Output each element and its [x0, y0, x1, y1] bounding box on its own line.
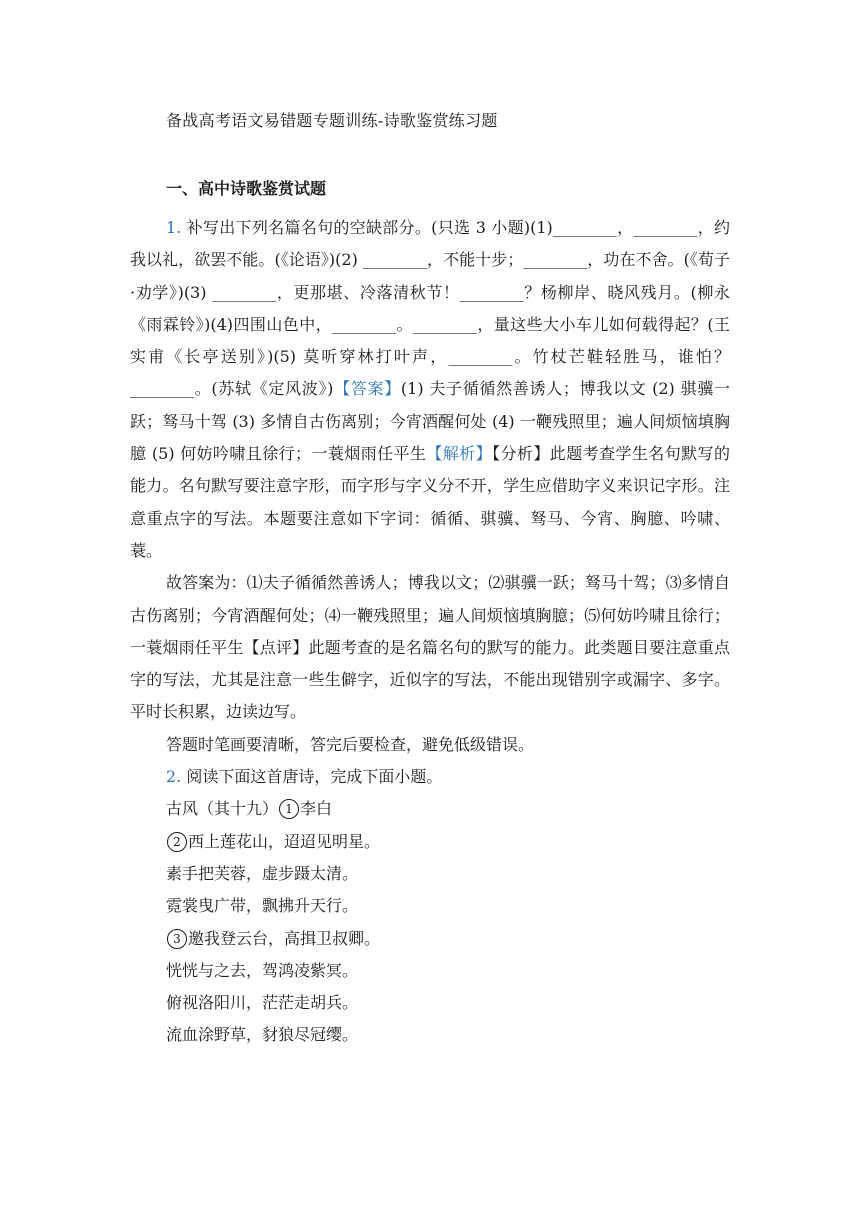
poem-line-7: 流血涂野草，豺狼尽冠缨。	[166, 1025, 359, 1045]
question-2-number: 2.	[166, 767, 182, 787]
question-1-number: 1.	[166, 218, 182, 237]
poem-line-5: 恍恍与之去，驾鸿凌紫冥。	[166, 960, 359, 980]
poem-line-6: 俯视洛阳川，茫茫走胡兵。	[166, 993, 359, 1013]
document-body	[130, 212, 730, 1052]
question-1-answer: (1) 夫子循循然善诱人；博我以文 (2) 骐骥一跃；驽马十驾 (3) 多情自古伤离别；今宵酒醒何处 (4) 一鞭残照里；遍人间烦恼填胸臆 (5) 何妨吟啸且徐行；一蓑烟雨任平生	[130, 379, 730, 464]
poem-title: 古风（其十九）	[166, 799, 279, 819]
question-1-paragraph	[130, 212, 730, 567]
poem-author: 李白	[300, 799, 333, 819]
poem-line-3: 霓裳曳广带，飘拂升天行。	[166, 896, 359, 916]
answer-tag: 【答案】	[333, 379, 401, 399]
poem-line-4-text: 邀我登云台，高揖卫叔卿。	[188, 928, 381, 948]
question-1-prompt: 补写出下列名篇名句的空缺部分。(只选 3 小题)(1)________，________，约我以礼，欲罢不能。(《论语》)(2) ________，不能十步；________，功在不舍。(《荀子·劝学》)(3) ________，更那堪、冷落清秋节！________？杨柳岸、晓风残月。(柳永《雨霖铃》)(4)四围山色中，________。________，量这些大小车儿如何载得起？(王实甫《长亭送别》)(5) 莫听穿林打叶声，________。竹杖芒鞋轻胜马，谁怕？________。(苏轼《定风波》)	[130, 218, 730, 399]
analysis-tag: 【解析】	[426, 444, 493, 464]
question-2-intro: 阅读下面这首唐诗，完成下面小题。	[181, 767, 443, 787]
poem-title-line	[130, 793, 730, 825]
question-1-analysis: 【分析】此题考查学生名句默写的能力。名句默写要注意字形，而字形与字义分不开，学生应借助字义来识记字形。注意重点字的写法。本题要注意如下字词：循循、骐骥、驽马、今宵、胸臆、吟啸、蓑。	[130, 444, 730, 560]
document-title: 备战高考语文易错题专题训练-诗歌鉴赏练习题	[166, 111, 498, 130]
section-heading: 一、高中诗歌鉴赏试题	[166, 179, 327, 198]
poem-line-1	[130, 826, 730, 858]
question-2-paragraph	[130, 761, 730, 793]
footnote-mark-1: 1	[279, 799, 299, 819]
poem-line-2: 素手把芙蓉，虚步蹑太清。	[166, 863, 359, 883]
question-1-answer-summary: 故答案为：⑴夫子循循然善诱人；博我以文；⑵骐骥一跃；驽马十驾；⑶多情自古伤离别；今宵酒醒何处；⑷一鞭残照里；遍人间烦恼填胸臆；⑸何妨吟啸且徐行；一蓑烟雨任平生【点评】此题考查的是名篇名句的默写的能力。此类题目要注意重点字的写法，尤其是注意一些生僻字，近似字的写法，不能出现错别字或漏字、多字。平时长积累，边读边写。	[130, 573, 730, 722]
footnote-mark-2: 2	[167, 832, 187, 852]
poem-line-4	[130, 923, 730, 955]
question-1-tip: 答题时笔画要清晰，答完后要检查，避免低级错误。	[166, 734, 535, 754]
poem-line-1-text: 西上莲花山，迢迢见明星。	[188, 831, 381, 851]
footnote-mark-3: 3	[167, 929, 187, 949]
